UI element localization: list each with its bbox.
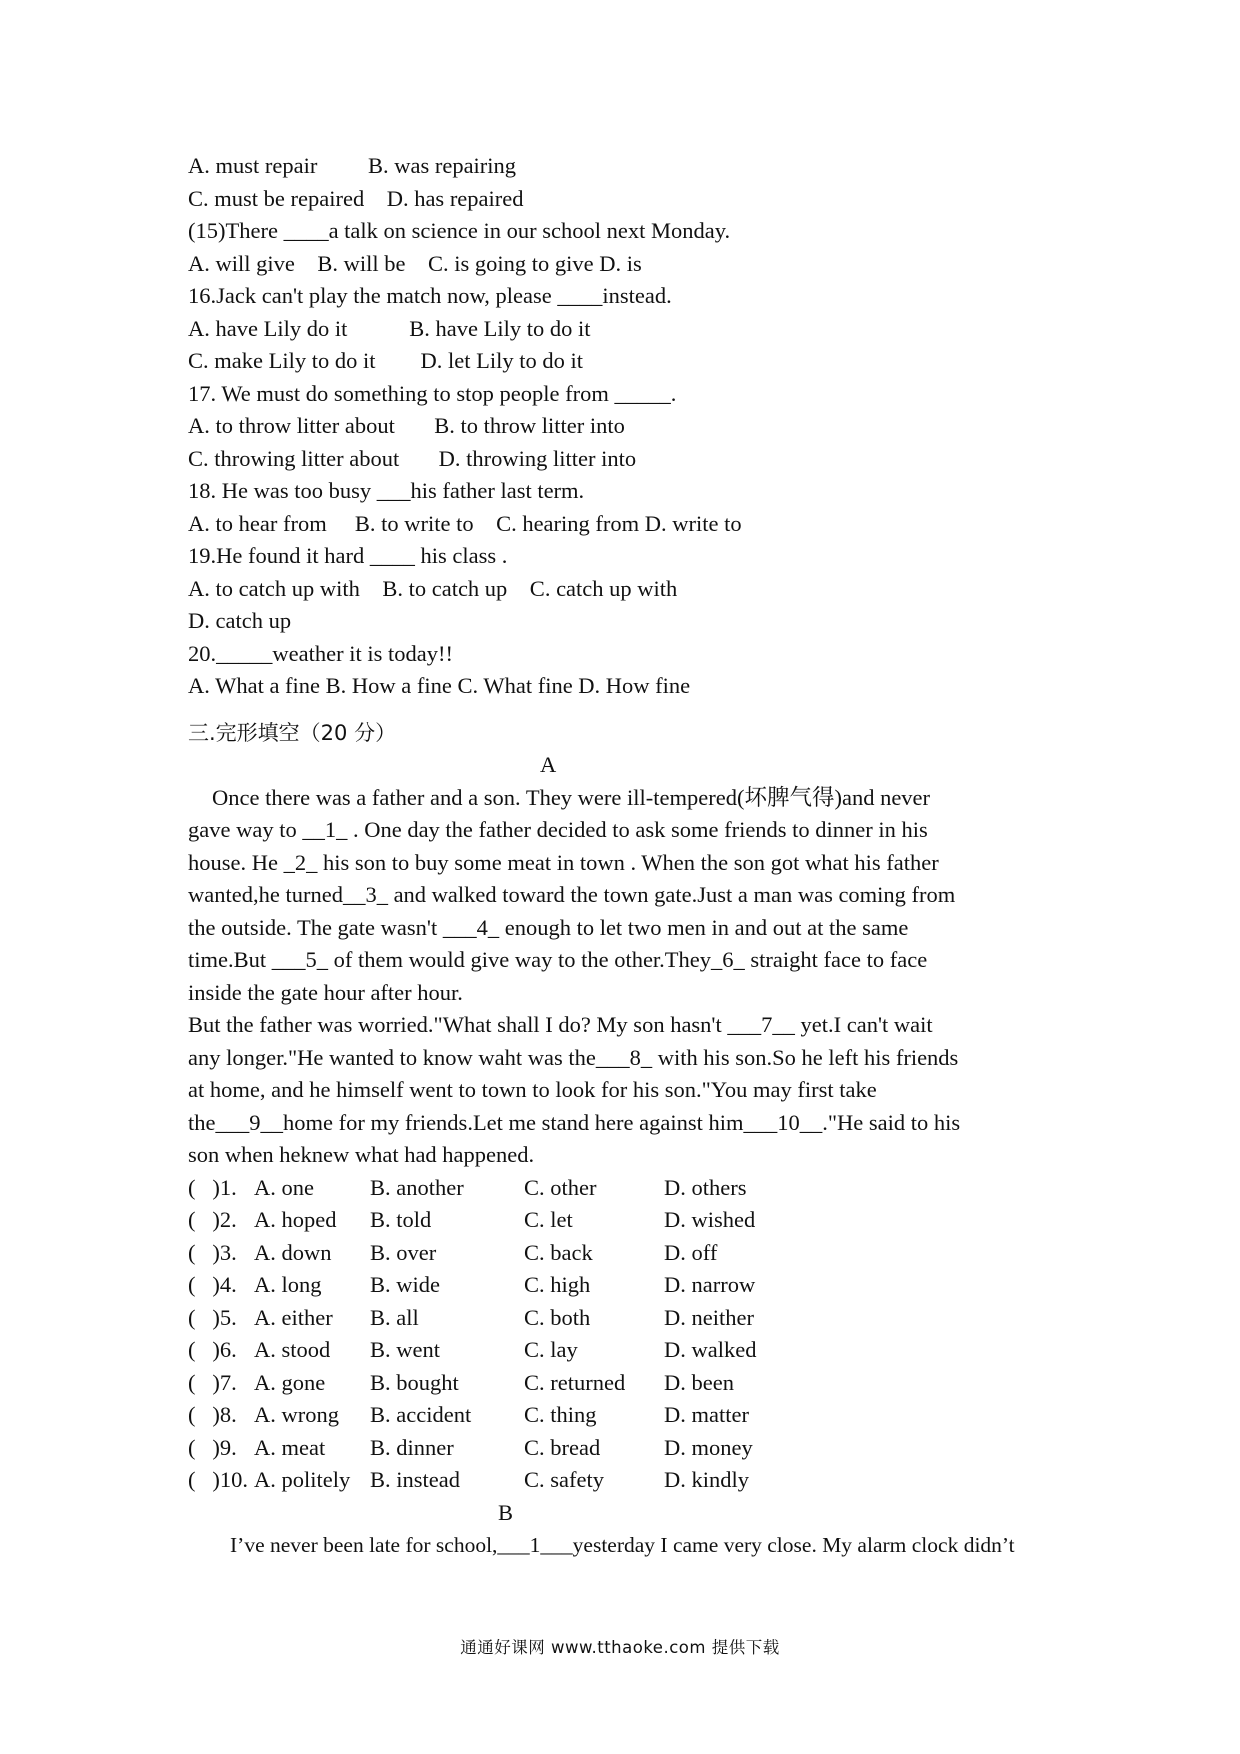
option-c: C. let: [524, 1207, 573, 1232]
option-a: A. gone: [254, 1369, 326, 1395]
option-a: A. down: [254, 1239, 332, 1265]
option-b: B. wide: [370, 1272, 440, 1297]
passage-line: son when heknew what had happened.: [188, 1142, 535, 1167]
passage-line: gave way to __1_ . One day the father decided to ask some friends to dinner in his: [188, 817, 928, 842]
option-a: A. meat: [254, 1434, 326, 1460]
question-stem: 20._____weather it is today!!: [188, 640, 453, 666]
option-d: D. money: [664, 1434, 753, 1460]
answer-slot: ( )3.: [188, 1239, 237, 1265]
option-row: [188, 1432, 1088, 1465]
option-row: [188, 1237, 1088, 1270]
option-row: [188, 1204, 1088, 1237]
passage-line: the outside. The gate wasn't ___4_ enough to let two men in and out at the same: [188, 914, 909, 940]
option-b: B. dinner: [370, 1434, 454, 1460]
option-d: D. narrow: [664, 1272, 756, 1297]
option-b: B. bought: [370, 1369, 459, 1395]
option-c: C. both: [524, 1304, 591, 1330]
option-d: D. kindly: [664, 1467, 750, 1492]
option-a: A. hoped: [254, 1207, 337, 1232]
option-row: [188, 1334, 1088, 1367]
question-stem: 16.Jack can't play the match now, please ____instead.: [188, 283, 672, 308]
option-c: C. lay: [524, 1337, 578, 1362]
option-a: A. one: [254, 1174, 314, 1200]
option-d: D. wished: [664, 1207, 756, 1232]
answer-slot: ( )7.: [188, 1369, 237, 1395]
option-c: C. returned: [524, 1369, 626, 1395]
question-19: [188, 540, 1088, 638]
text-line: C. throwing litter about D. throwing litter into: [188, 445, 637, 471]
text-line: A. have Lily do it B. have Lily to do it: [188, 315, 591, 341]
question-stem: 17. We must do something to stop people from _____.: [188, 380, 677, 406]
option-b: B. all: [370, 1304, 419, 1330]
text-line: A. What a fine B. How a fine C. What fine D. How fine: [188, 673, 691, 698]
exam-page: [188, 150, 1088, 1562]
option-b: B. over: [370, 1239, 437, 1265]
text-line: A. to hear from B. to write to C. hearing from D. write to: [188, 510, 742, 536]
option-b: B. told: [370, 1207, 432, 1232]
option-c: C. other: [524, 1174, 597, 1200]
option-row: [188, 1367, 1088, 1400]
passage-line: Once there was a father and a son. They were ill-tempered(坏脾气得)and never: [212, 784, 931, 810]
text-line: A. will give B. will be C. is going to give D. is: [188, 250, 642, 276]
option-b: B. another: [370, 1174, 464, 1200]
passage-line: wanted,he turned__3_ and walked toward the town gate.Just a man was coming from: [188, 882, 956, 907]
option-d: D. matter: [664, 1402, 749, 1427]
answer-slot: ( )5.: [188, 1304, 237, 1330]
questions-block: [188, 150, 1088, 703]
question-15: [188, 215, 1088, 280]
answer-slot: ( )9.: [188, 1434, 237, 1460]
passage-line: the___9__home for my friends.Let me stand here against him___10__."He said to his: [188, 1109, 961, 1135]
question-16: [188, 280, 1088, 378]
question-stem: (15)There ____a talk on science in our school next Monday.: [188, 218, 731, 243]
option-b: B. went: [370, 1337, 440, 1362]
question-18: [188, 475, 1088, 540]
option-a: A. politely: [254, 1467, 351, 1492]
text-line: A. must repair B. was repairing: [188, 153, 517, 178]
answer-slot: ( )8.: [188, 1402, 237, 1427]
question-stem: 19.He found it hard ____ his class .: [188, 543, 508, 568]
option-row: [188, 1172, 1088, 1205]
option-a: A. wrong: [254, 1402, 339, 1427]
question-17: [188, 378, 1088, 476]
option-c: C. back: [524, 1239, 593, 1265]
option-d: D. others: [664, 1174, 747, 1200]
option-d: D. walked: [664, 1337, 757, 1362]
passage-line: time.But ___5_ of them would give way to the other.They_6_ straight face to face: [188, 947, 928, 972]
passage-line: But the father was worried."What shall I do? My son hasn't ___7__ yet.I can't wait: [188, 1012, 933, 1037]
cloze-options-a: [188, 1172, 1088, 1497]
question-20: [188, 638, 1088, 703]
part-b-label: B: [498, 1499, 514, 1525]
option-c: C. bread: [524, 1434, 601, 1460]
option-row: [188, 1464, 1088, 1497]
cloze-passage-a: [188, 782, 1088, 1172]
question-14-options: [188, 150, 1088, 215]
text-line: C. must be repaired D. has repaired: [188, 185, 524, 211]
passage-line: any longer."He wanted to know waht was the___8_ with his son.So he left his friends: [188, 1044, 959, 1070]
answer-slot: ( )2.: [188, 1207, 237, 1232]
cloze-passage-b-line: I’ve never been late for school,___1___yesterday I came very close. My alarm clock didn’t: [230, 1533, 1015, 1557]
answer-slot: ( )10.: [188, 1467, 248, 1492]
text-line: A. to catch up with B. to catch up C. catch up with: [188, 575, 678, 601]
option-d: D. been: [664, 1369, 734, 1395]
option-a: A. long: [254, 1272, 322, 1297]
option-a: A. either: [254, 1304, 333, 1330]
answer-slot: ( )1.: [188, 1174, 237, 1200]
option-a: A. stood: [254, 1337, 331, 1362]
option-row: [188, 1302, 1088, 1335]
section-heading: 三.完形填空（20 分）: [188, 720, 397, 745]
question-stem: 18. He was too busy ___his father last term.: [188, 478, 585, 503]
passage-line: house. He _2_ his son to buy some meat in town . When the son got what his father: [188, 849, 939, 875]
option-c: C. thing: [524, 1402, 597, 1427]
option-row: [188, 1399, 1088, 1432]
text-line: C. make Lily to do it D. let Lily to do it: [188, 348, 583, 373]
passage-line: inside the gate hour after hour.: [188, 979, 463, 1005]
answer-slot: ( )4.: [188, 1272, 237, 1297]
option-c: C. safety: [524, 1467, 604, 1492]
option-b: B. accident: [370, 1402, 472, 1427]
option-row: [188, 1269, 1088, 1302]
text-line: D. catch up: [188, 608, 292, 633]
passage-line: at home, and he himself went to town to look for his son."You may first take: [188, 1077, 877, 1102]
answer-slot: ( )6.: [188, 1337, 237, 1362]
option-b: B. instead: [370, 1467, 460, 1492]
text-line: A. to throw litter about B. to throw litter into: [188, 413, 625, 438]
page-footer: 通通好课网 www.tthaoke.com 提供下载: [460, 1638, 780, 1657]
option-c: C. high: [524, 1272, 591, 1297]
option-d: D. off: [664, 1239, 718, 1265]
option-d: D. neither: [664, 1304, 754, 1330]
part-a-label: A: [540, 752, 557, 777]
